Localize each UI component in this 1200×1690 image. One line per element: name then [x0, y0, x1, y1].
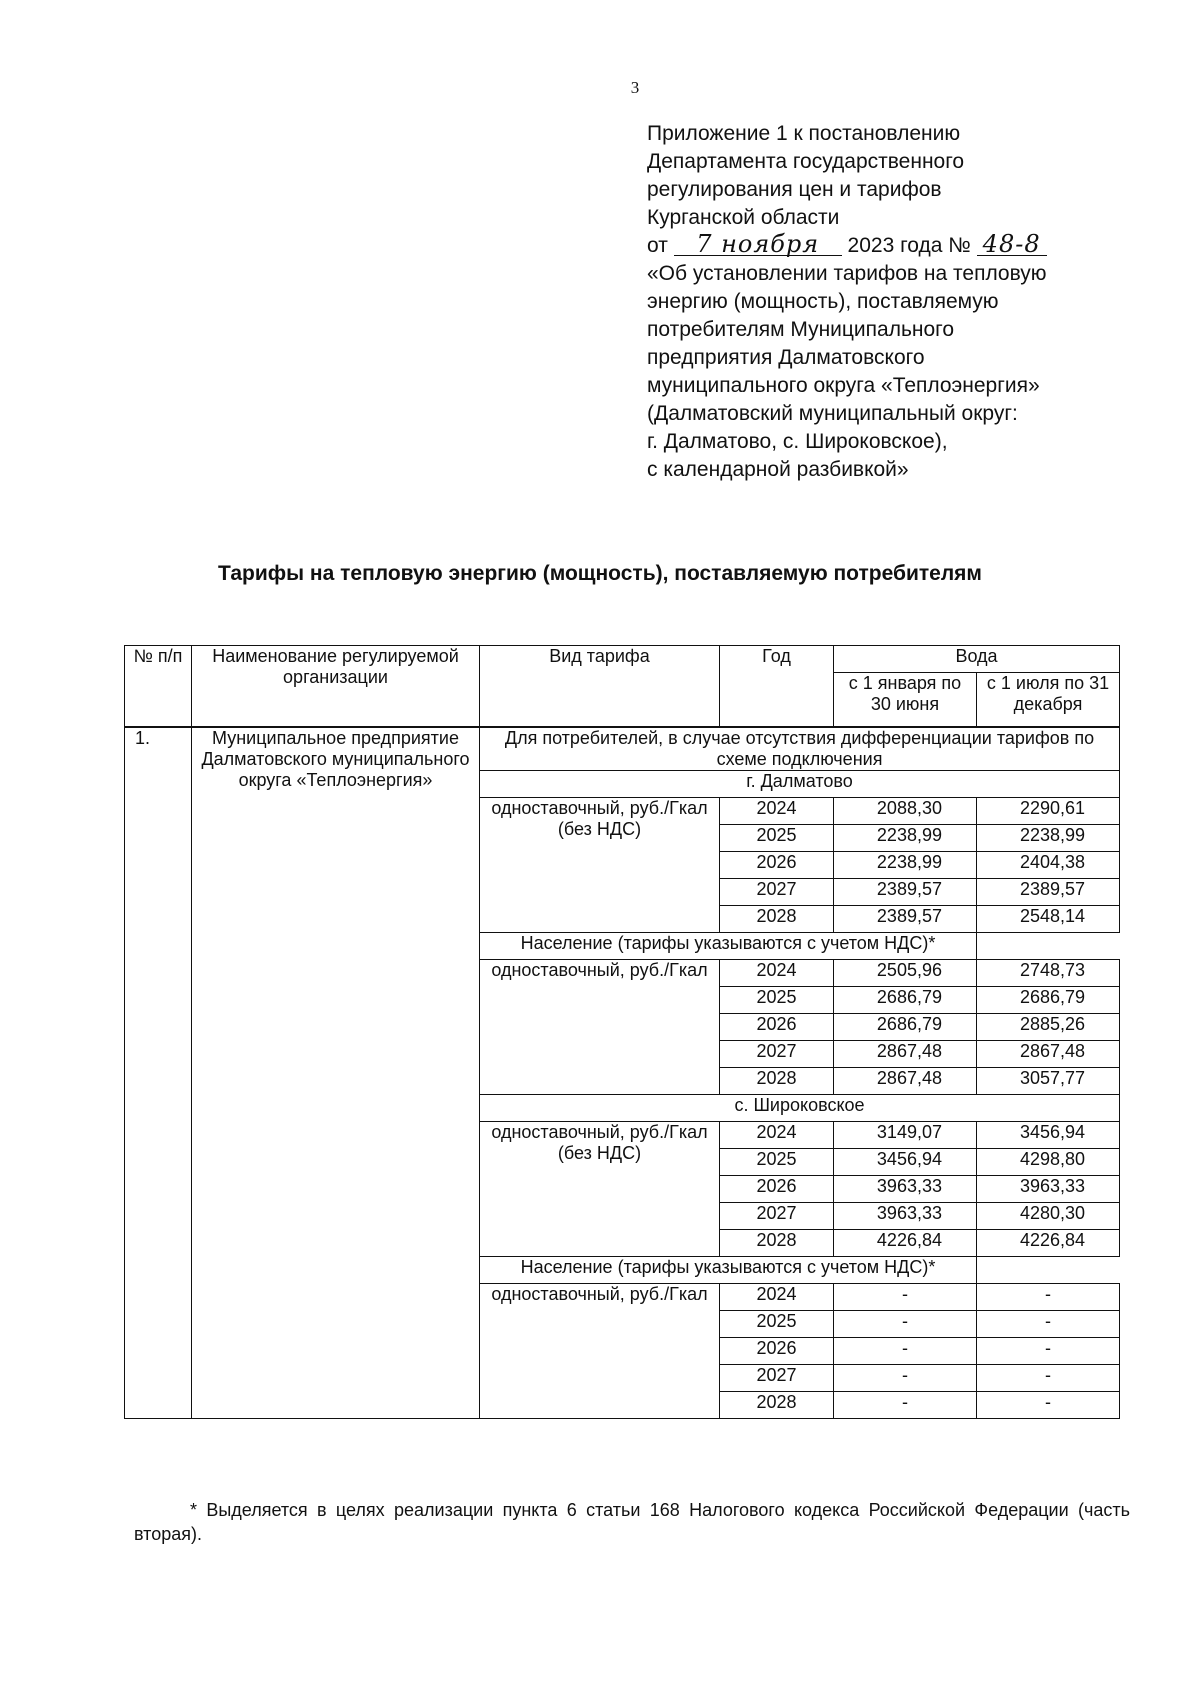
- tariff-h2-cell: 2748,73: [977, 959, 1120, 986]
- tariff-h1-cell: -: [834, 1310, 977, 1337]
- appendix-line: регулирования цен и тарифов: [647, 178, 942, 201]
- year-cell: 2024: [720, 797, 834, 824]
- tariff-h1-cell: -: [834, 1337, 977, 1364]
- appendix-date-line: [647, 232, 1167, 260]
- tariff-h1-cell: 2505,96: [834, 959, 977, 986]
- year-cell: 2028: [720, 1229, 834, 1256]
- appendix-line: Департамента государственного: [647, 150, 965, 173]
- tariff-h2-cell: 2389,57: [977, 878, 1120, 905]
- tariff-h1-cell: 2088,30: [834, 797, 977, 824]
- year-cell: 2025: [720, 1148, 834, 1175]
- tariff-h1-cell: 2867,48: [834, 1067, 977, 1094]
- tariff-h1-cell: -: [834, 1364, 977, 1391]
- tariff-h2-cell: 3057,77: [977, 1067, 1120, 1094]
- tariffs-table-body: [125, 646, 1120, 1419]
- handwritten-number: 48-8: [977, 233, 1047, 256]
- tariff-h2-cell: 2238,99: [977, 824, 1120, 851]
- year-cell: 2026: [720, 1337, 834, 1364]
- appendix-line: муниципального округа «Теплоэнергия»: [647, 374, 1040, 397]
- tariff-h1-cell: -: [834, 1283, 977, 1310]
- year-cell: 2024: [720, 959, 834, 986]
- tariffs-table: [124, 645, 1120, 1419]
- row-number: 1.: [125, 727, 192, 1419]
- locality-name: с. Широковское: [480, 1094, 1120, 1121]
- tariff-h1-cell: 3963,33: [834, 1202, 977, 1229]
- organization-name: Муниципальное предприятие Далматовского муниципального округа «Теплоэнергия»: [192, 727, 480, 1419]
- appendix-line: энергию (мощность), поставляемую: [647, 290, 999, 313]
- tariff-h2-cell: 2548,14: [977, 905, 1120, 932]
- tariff-h1-cell: 2686,79: [834, 986, 977, 1013]
- tariff-h1-cell: 4226,84: [834, 1229, 977, 1256]
- year-cell: 2027: [720, 878, 834, 905]
- appendix-line: (Далматовский муниципальный округ:: [647, 402, 1018, 425]
- header-period2: с 1 июля по 31 декабря: [977, 673, 1120, 727]
- year-text: 2023 года №: [847, 234, 971, 257]
- general-note-row: [125, 727, 1120, 771]
- tariff-h2-cell: -: [977, 1283, 1120, 1310]
- appendix-line: потребителям Муниципального: [647, 318, 955, 341]
- year-cell: 2024: [720, 1121, 834, 1148]
- year-cell: 2028: [720, 905, 834, 932]
- tariff-h1-cell: 2238,99: [834, 824, 977, 851]
- tariff-h1-cell: 2238,99: [834, 851, 977, 878]
- tariff-h2-cell: 2290,61: [977, 797, 1120, 824]
- header-year: Год: [720, 646, 834, 727]
- year-cell: 2024: [720, 1283, 834, 1310]
- year-cell: 2026: [720, 1013, 834, 1040]
- year-cell: 2026: [720, 851, 834, 878]
- tariff-h1-cell: 3963,33: [834, 1175, 977, 1202]
- header-period1: с 1 января по 30 июня: [834, 673, 977, 727]
- tariff-h2-cell: -: [977, 1391, 1120, 1418]
- document-title: Тарифы на тепловую энергию (мощность), поставляемую потребителям: [218, 562, 982, 585]
- tariff-type: одноставочный, руб./Гкал (без НДС): [480, 797, 720, 932]
- tariff-h1-cell: 2867,48: [834, 1040, 977, 1067]
- group-heading: Население (тарифы указываются с учетом НДС)*: [480, 1256, 977, 1283]
- handwritten-date: 7 ноября: [674, 233, 842, 256]
- tariff-h2-cell: 4280,30: [977, 1202, 1120, 1229]
- tariff-h1-cell: 3149,07: [834, 1121, 977, 1148]
- tariff-h2-cell: 3456,94: [977, 1121, 1120, 1148]
- year-cell: 2025: [720, 1310, 834, 1337]
- tariff-h2-cell: -: [977, 1364, 1120, 1391]
- header-number: № п/п: [125, 646, 192, 727]
- year-cell: 2027: [720, 1364, 834, 1391]
- year-cell: 2026: [720, 1175, 834, 1202]
- header-water: Вода: [834, 646, 1120, 673]
- tariff-h1-cell: -: [834, 1391, 977, 1418]
- appendix-line: Приложение 1 к постановлению: [647, 122, 961, 145]
- appendix-line: предприятия Далматовского: [647, 346, 925, 369]
- tariff-h2-cell: 4226,84: [977, 1229, 1120, 1256]
- year-cell: 2027: [720, 1202, 834, 1229]
- tariff-h1-cell: 3456,94: [834, 1148, 977, 1175]
- tariff-h2-cell: -: [977, 1337, 1120, 1364]
- tariff-h2-cell: 4298,80: [977, 1148, 1120, 1175]
- tariff-h1-cell: 2389,57: [834, 878, 977, 905]
- year-cell: 2027: [720, 1040, 834, 1067]
- tariff-h2-cell: 2686,79: [977, 986, 1120, 1013]
- general-note: Для потребителей, в случае отсутствия дифференциации тарифов по схеме подключения: [480, 727, 1120, 771]
- tariff-type: одноставочный, руб./Гкал (без НДС): [480, 1121, 720, 1256]
- tariff-h2-cell: -: [977, 1310, 1120, 1337]
- appendix-line: Курганской области: [647, 206, 840, 229]
- footnote: * Выделяется в целях реализации пункта 6 статьи 168 Налогового кодекса Российской Федерации (часть вторая).: [134, 1500, 1130, 1544]
- page-number: 3: [630, 78, 640, 97]
- group-heading: Население (тарифы указываются с учетом НДС)*: [480, 932, 977, 959]
- year-cell: 2028: [720, 1067, 834, 1094]
- tariff-h1-cell: 2686,79: [834, 1013, 977, 1040]
- appendix-line: с календарной разбивкой»: [647, 458, 909, 481]
- header-org: Наименование регулируемой организации: [192, 646, 480, 727]
- tariff-type: одноставочный, руб./Гкал: [480, 959, 720, 1094]
- year-cell: 2028: [720, 1391, 834, 1418]
- appendix-line: «Об установлении тарифов на тепловую: [647, 262, 1047, 285]
- year-cell: 2025: [720, 824, 834, 851]
- locality-name: г. Далматово: [480, 770, 1120, 797]
- tariff-h2-cell: 3963,33: [977, 1175, 1120, 1202]
- header-row: [125, 646, 1120, 673]
- tariff-h2-cell: 2867,48: [977, 1040, 1120, 1067]
- tariff-type: одноставочный, руб./Гкал: [480, 1283, 720, 1418]
- header-tariff-type: Вид тарифа: [480, 646, 720, 727]
- appendix-line: г. Далматово, с. Широковское),: [647, 430, 948, 453]
- year-cell: 2025: [720, 986, 834, 1013]
- from-prefix: от: [647, 234, 668, 257]
- tariff-h2-cell: 2885,26: [977, 1013, 1120, 1040]
- appendix-block: [647, 120, 1167, 484]
- tariff-h1-cell: 2389,57: [834, 905, 977, 932]
- tariff-h2-cell: 2404,38: [977, 851, 1120, 878]
